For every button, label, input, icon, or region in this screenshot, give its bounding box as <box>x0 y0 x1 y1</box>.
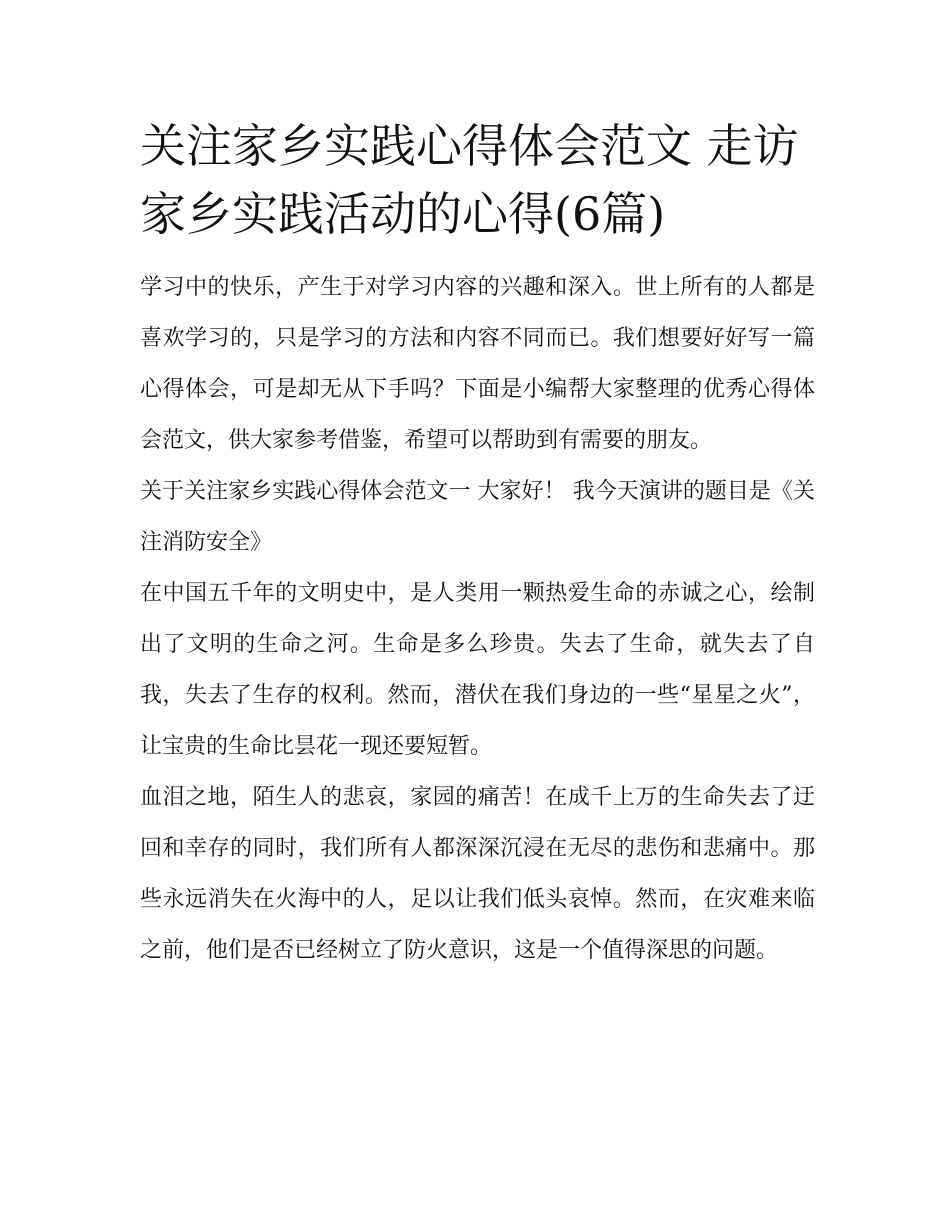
document-title: 关注家乡实践心得体会范文 走访家乡实践活动的心得(6篇) <box>140 119 799 241</box>
document-body <box>140 112 815 976</box>
body-paragraph: 血泪之地，陌生人的悲哀，家园的痛苦！在成千上万的生命失去了迂回和幸存的同时，我们所有人都深深沉浸在无尽的悲伤和悲痛中。那些永远消失在火海中的人，足以让我们低头哀悼。然而，在灾难来临之前，他们是否已经树立了防火意识，这是一个值得深思的问题。 <box>140 785 815 963</box>
section-heading-paragraph: 关于关注家乡实践心得体会范文一 大家好！ 我今天演讲的题目是《关注消防安全》 <box>140 479 815 555</box>
body-paragraph: 在中国五千年的文明史中，是人类用一颗热爱生命的赤诚之心，绘制出了文明的生命之河。生命是多么珍贵。失去了生命，就失去了自我，失去了生存的权利。然而，潜伏在我们身边的一些“星星之火”，让宝贵的生命比昙花一现还要短暂。 <box>140 581 815 759</box>
intro-paragraph: 学习中的快乐，产生于对学习内容的兴趣和深入。世上所有的人都是喜欢学习的，只是学习的方法和内容不同而已。我们想要好好写一篇心得体会，可是却无从下手吗？下面是小编帮大家整理的优秀心得体会范文，供大家参考借鉴，希望可以帮助到有需要的朋友。 <box>140 275 815 453</box>
